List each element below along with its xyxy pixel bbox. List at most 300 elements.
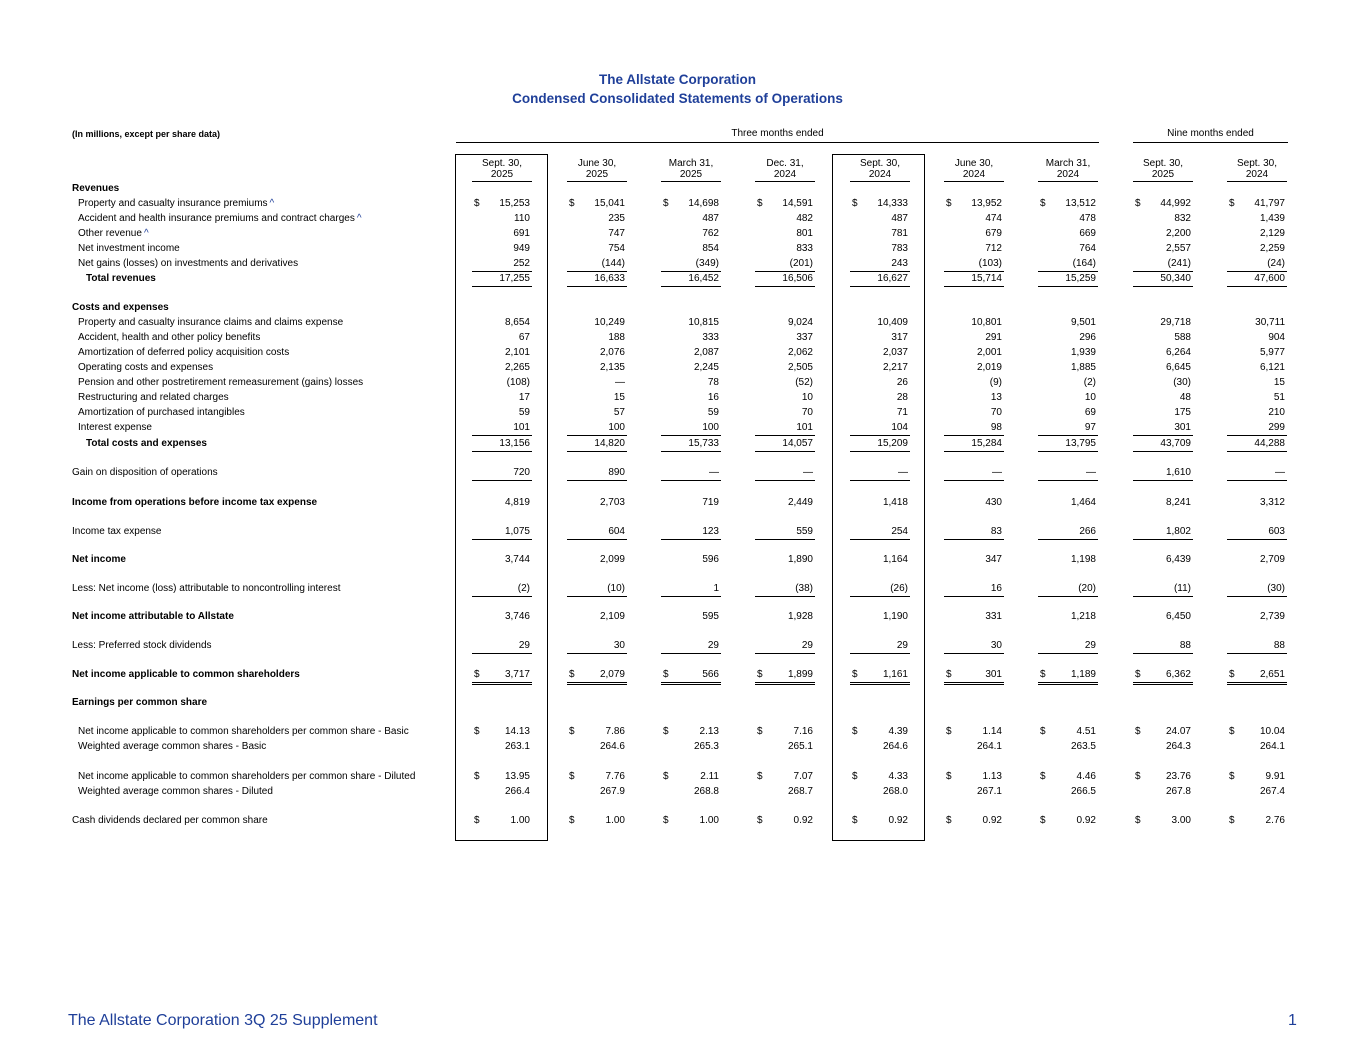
cell-value: 98 — [990, 422, 1002, 433]
cell-value: 2,245 — [693, 362, 719, 373]
value-cell — [567, 525, 627, 540]
value-cell — [567, 725, 627, 739]
value-cell — [944, 257, 1004, 272]
cell-value: 48 — [1179, 392, 1191, 403]
company-title: The Allstate Corporation — [598, 72, 756, 87]
row-label-text: Income tax expense — [72, 526, 162, 537]
cell-value: 2,101 — [504, 347, 530, 358]
value-cell — [850, 639, 910, 654]
value-cell — [567, 770, 627, 784]
value-cell — [755, 406, 815, 420]
value-cell — [472, 668, 532, 685]
cell-value: 57 — [613, 407, 625, 418]
value-cell — [472, 770, 532, 784]
cell-value: (10) — [607, 583, 625, 594]
row-label — [78, 198, 274, 209]
cell-value: 263.5 — [1070, 741, 1096, 752]
value-cell — [1133, 610, 1193, 624]
caret-footnote-marker: ^ — [143, 228, 149, 239]
statement-row — [0, 197, 1365, 212]
cell-value: 210 — [1268, 407, 1285, 418]
statement-row — [0, 553, 1365, 568]
cell-value: 14,698 — [688, 198, 719, 209]
value-cell — [661, 421, 721, 436]
value-cell — [1227, 814, 1287, 828]
caret-footnote-marker: ^ — [356, 213, 362, 224]
value-cell — [567, 257, 627, 272]
cell-value: 333 — [702, 332, 719, 343]
cell-value: 6,362 — [1165, 669, 1191, 680]
cell-value: 44,288 — [1254, 438, 1285, 449]
cell-value: 720 — [513, 467, 530, 478]
value-cell — [944, 553, 1004, 567]
cell-value: (108) — [506, 377, 530, 388]
cell-value: 754 — [608, 243, 625, 254]
cell-value: 175 — [1174, 407, 1191, 418]
value-cell — [1133, 496, 1193, 510]
row-label — [72, 497, 317, 508]
cell-value: 10.04 — [1259, 726, 1285, 737]
column-header-line2: 2024 — [773, 169, 797, 180]
row-label-text: Costs and expenses — [72, 302, 169, 313]
value-cell — [1133, 331, 1193, 345]
cell-value: (2) — [1083, 377, 1096, 388]
value-cell — [661, 346, 721, 360]
cell-value: (164) — [1072, 258, 1096, 269]
value-cell — [1133, 582, 1193, 597]
currency-symbol: $ — [757, 771, 763, 782]
cell-value: 70 — [990, 407, 1002, 418]
cell-value: 596 — [702, 554, 719, 565]
cell-value: 41,797 — [1254, 198, 1285, 209]
footer-supplement-title: The Allstate Corporation 3Q 25 Supplement — [68, 1012, 378, 1029]
value-cell — [850, 316, 910, 330]
value-cell — [755, 272, 815, 287]
value-cell — [755, 361, 815, 375]
value-cell — [944, 525, 1004, 540]
value-cell — [755, 437, 815, 452]
currency-symbol: $ — [1229, 198, 1235, 209]
cell-value: 904 — [1268, 332, 1285, 343]
value-cell — [1038, 437, 1098, 452]
value-cell — [567, 553, 627, 567]
cell-value: 100 — [702, 422, 719, 433]
value-cell — [944, 361, 1004, 375]
value-cell — [661, 406, 721, 420]
statement-row — [0, 740, 1365, 755]
cell-value: 3,717 — [504, 669, 530, 680]
cell-value: 2,037 — [882, 347, 908, 358]
currency-symbol: $ — [946, 726, 952, 737]
cell-value: 15 — [613, 392, 625, 403]
value-cell — [661, 725, 721, 739]
cell-value: 265.3 — [693, 741, 719, 752]
caret-footnote-marker: ^ — [269, 198, 275, 209]
cell-value: — — [709, 467, 719, 478]
value-cell — [472, 316, 532, 330]
cell-value: 719 — [702, 497, 719, 508]
value-cell — [567, 197, 627, 211]
cell-value: 0.92 — [888, 815, 908, 826]
cell-value: 263.1 — [504, 741, 530, 752]
statement-row — [0, 346, 1365, 361]
cell-value: 669 — [1079, 228, 1096, 239]
cell-value: 267.9 — [599, 786, 625, 797]
cell-value: 337 — [796, 332, 813, 343]
statement-row — [0, 725, 1365, 740]
cell-value: 2,703 — [599, 497, 625, 508]
cell-value: 1,464 — [1070, 497, 1096, 508]
row-label-text: Net income applicable to common shareholders per common share - Diluted — [78, 771, 416, 782]
cell-value: — — [615, 377, 625, 388]
row-label — [78, 771, 415, 782]
value-cell — [472, 525, 532, 540]
value-cell — [1038, 466, 1098, 481]
value-cell — [850, 257, 910, 272]
currency-symbol: $ — [1135, 669, 1141, 680]
cell-value: 254 — [891, 526, 908, 537]
currency-symbol: $ — [757, 726, 763, 737]
cell-value: 1,161 — [882, 669, 908, 680]
cell-value: 474 — [985, 213, 1002, 224]
cell-value: 4.46 — [1076, 771, 1096, 782]
cell-value: 1,198 — [1070, 554, 1096, 565]
cell-value: 70 — [801, 407, 813, 418]
cell-value: 1,439 — [1259, 213, 1285, 224]
currency-symbol: $ — [663, 771, 669, 782]
cell-value: 14,057 — [782, 438, 813, 449]
row-label — [86, 438, 207, 449]
row-label-text: Net income attributable to Allstate — [72, 611, 234, 622]
value-cell — [1038, 814, 1098, 828]
value-cell — [1227, 212, 1287, 226]
value-cell — [1133, 553, 1193, 567]
currency-symbol: $ — [1040, 726, 1046, 737]
value-cell — [661, 740, 721, 754]
cell-value: 29 — [1084, 640, 1096, 651]
cell-value: 123 — [702, 526, 719, 537]
value-cell — [944, 391, 1004, 405]
value-cell — [661, 496, 721, 510]
row-label-text: Earnings per common share — [72, 697, 208, 708]
value-cell — [944, 346, 1004, 360]
statement-row — [0, 376, 1365, 391]
cell-value: 29,718 — [1160, 317, 1191, 328]
cell-value: 301 — [985, 669, 1002, 680]
value-cell — [944, 725, 1004, 739]
cell-value: 8,654 — [504, 317, 530, 328]
value-cell — [1038, 668, 1098, 685]
cell-value: 13,795 — [1065, 438, 1096, 449]
value-cell — [661, 785, 721, 799]
cell-value: 264.1 — [976, 741, 1002, 752]
cell-value: 15,284 — [971, 438, 1002, 449]
cell-value: 15,253 — [499, 198, 530, 209]
statement-row — [0, 668, 1365, 683]
cell-value: 833 — [796, 243, 813, 254]
cell-value: (38) — [795, 583, 813, 594]
column-header-line1: March 31, — [668, 158, 714, 169]
cell-value: 69 — [1084, 407, 1096, 418]
cell-value: 10,801 — [971, 317, 1002, 328]
row-label — [72, 554, 126, 565]
value-cell — [567, 466, 627, 481]
cell-value: 44,992 — [1160, 198, 1191, 209]
cell-value: 2,449 — [787, 497, 813, 508]
currency-symbol: $ — [852, 198, 858, 209]
cell-value: 890 — [608, 467, 625, 478]
cell-value: 9.91 — [1265, 771, 1285, 782]
cell-value: 67 — [518, 332, 530, 343]
value-cell — [1133, 361, 1193, 375]
cell-value: 10,249 — [594, 317, 625, 328]
value-cell — [850, 437, 910, 452]
value-cell — [1133, 725, 1193, 739]
value-cell — [850, 668, 910, 685]
cell-value: 268.0 — [882, 786, 908, 797]
value-cell — [1038, 496, 1098, 510]
value-cell — [1227, 346, 1287, 360]
row-label-text: Pension and other postretirement remeasurement (gains) losses — [78, 377, 364, 388]
cell-value: 14,820 — [594, 438, 625, 449]
value-cell — [755, 466, 815, 481]
row-label — [78, 407, 245, 418]
row-label — [78, 786, 273, 797]
cell-value: 801 — [796, 228, 813, 239]
value-cell — [472, 582, 532, 597]
cell-value: — — [1086, 467, 1096, 478]
cell-value: (241) — [1167, 258, 1191, 269]
cell-value: 13,952 — [971, 198, 1002, 209]
value-cell — [1227, 227, 1287, 241]
cell-value: 16 — [707, 392, 719, 403]
cell-value: 252 — [513, 258, 530, 269]
row-label-text: Cash dividends declared per common share — [72, 815, 268, 826]
value-cell — [850, 814, 910, 828]
value-cell — [1227, 553, 1287, 567]
cell-value: 603 — [1268, 526, 1285, 537]
cell-value: 2,739 — [1259, 611, 1285, 622]
cell-value: 266 — [1079, 526, 1096, 537]
value-cell — [850, 406, 910, 420]
row-label — [78, 317, 343, 328]
value-cell — [755, 639, 815, 654]
row-label — [72, 815, 268, 826]
currency-symbol: $ — [663, 198, 669, 209]
value-cell — [755, 316, 815, 330]
value-cell — [850, 496, 910, 510]
value-cell — [567, 212, 627, 226]
value-cell — [472, 785, 532, 799]
value-cell — [944, 639, 1004, 654]
cell-value: 4.39 — [888, 726, 908, 737]
cell-value: 268.7 — [787, 786, 813, 797]
row-label-text: Restructuring and related charges — [78, 392, 229, 403]
value-cell — [755, 496, 815, 510]
value-cell — [661, 639, 721, 654]
value-cell — [1227, 437, 1287, 452]
currency-symbol: $ — [1229, 815, 1235, 826]
cell-value: 6,121 — [1259, 362, 1285, 373]
value-cell — [1038, 582, 1098, 597]
cell-value: 110 — [514, 213, 530, 224]
cell-value: 15,714 — [971, 273, 1002, 284]
cell-value: 4.33 — [888, 771, 908, 782]
cell-value: 15,041 — [594, 198, 625, 209]
cell-value: 88 — [1273, 640, 1285, 651]
value-cell — [1227, 496, 1287, 510]
cell-value: 1.00 — [699, 815, 719, 826]
value-cell — [944, 376, 1004, 390]
row-label — [78, 332, 260, 343]
cell-value: 347 — [985, 554, 1002, 565]
cell-value: 487 — [891, 213, 908, 224]
value-cell — [755, 725, 815, 739]
value-cell — [850, 272, 910, 287]
currency-symbol: $ — [1229, 726, 1235, 737]
value-cell — [944, 496, 1004, 510]
value-cell — [472, 331, 532, 345]
cell-value: 478 — [1079, 213, 1096, 224]
value-cell — [944, 610, 1004, 624]
value-cell — [472, 346, 532, 360]
value-cell — [944, 740, 1004, 754]
value-cell — [1038, 197, 1098, 211]
value-cell — [661, 197, 721, 211]
statement-row — [0, 610, 1365, 625]
value-cell — [1227, 272, 1287, 287]
row-label — [78, 392, 229, 403]
value-cell — [567, 227, 627, 241]
row-label-text: Revenues — [72, 183, 120, 194]
currency-symbol: $ — [474, 815, 480, 826]
statement-row — [0, 272, 1365, 287]
column-header-line2: 2024 — [1056, 169, 1080, 180]
value-cell — [1227, 376, 1287, 390]
cell-value: 30,711 — [1255, 317, 1285, 328]
cell-value: 296 — [1079, 332, 1096, 343]
value-cell — [567, 331, 627, 345]
cell-value: 2,259 — [1259, 243, 1285, 254]
value-cell — [850, 770, 910, 784]
currency-symbol: $ — [1135, 198, 1141, 209]
cell-value: 9,024 — [787, 317, 813, 328]
cell-value: 1.00 — [510, 815, 530, 826]
value-cell — [850, 582, 910, 597]
value-cell — [661, 212, 721, 226]
column-header-line1: June 30, — [954, 158, 994, 169]
value-cell — [661, 361, 721, 375]
cell-value: 1,802 — [1165, 526, 1191, 537]
cell-value: 0.92 — [1076, 815, 1096, 826]
value-cell — [1227, 785, 1287, 799]
value-cell — [472, 391, 532, 405]
currency-symbol: $ — [946, 669, 952, 680]
currency-symbol: $ — [946, 815, 952, 826]
cell-value: 88 — [1179, 640, 1191, 651]
cell-value: 16,627 — [877, 273, 908, 284]
value-cell — [567, 814, 627, 828]
cell-value: 51 — [1273, 392, 1285, 403]
value-cell — [755, 553, 815, 567]
cell-value: 188 — [608, 332, 625, 343]
value-cell — [1133, 272, 1193, 287]
value-cell — [1133, 639, 1193, 654]
value-cell — [755, 376, 815, 390]
cell-value: 6,450 — [1165, 611, 1191, 622]
value-cell — [472, 466, 532, 481]
value-cell — [755, 814, 815, 828]
page-number: 1 — [1288, 1012, 1297, 1029]
value-cell — [1133, 376, 1193, 390]
cell-value: 2,217 — [882, 362, 908, 373]
statement-row — [0, 582, 1365, 597]
value-cell — [567, 437, 627, 452]
cell-value: 2,651 — [1259, 669, 1285, 680]
value-cell — [850, 421, 910, 436]
value-cell — [755, 212, 815, 226]
cell-value: 4,819 — [504, 497, 530, 508]
value-cell — [850, 242, 910, 256]
value-cell — [755, 242, 815, 256]
statement-row — [0, 391, 1365, 406]
value-cell — [850, 346, 910, 360]
value-cell — [1038, 272, 1098, 287]
cell-value: 3,746 — [504, 611, 530, 622]
statement-row — [0, 814, 1365, 829]
cell-value: 2,087 — [693, 347, 719, 358]
currency-symbol: $ — [1135, 815, 1141, 826]
value-cell — [661, 257, 721, 272]
cell-value: 235 — [608, 213, 625, 224]
value-cell — [1038, 740, 1098, 754]
cell-value: 264.3 — [1165, 741, 1191, 752]
value-cell — [850, 740, 910, 754]
cell-value: 10 — [801, 392, 813, 403]
currency-symbol: $ — [474, 669, 480, 680]
cell-value: 2,062 — [787, 347, 813, 358]
value-cell — [472, 740, 532, 754]
value-cell — [472, 406, 532, 420]
value-cell — [661, 391, 721, 405]
statement-row — [0, 421, 1365, 436]
value-cell — [1133, 785, 1193, 799]
cell-value: 6,264 — [1165, 347, 1191, 358]
cell-value: 2,019 — [976, 362, 1002, 373]
cell-value: 2,076 — [599, 347, 625, 358]
value-cell — [1038, 610, 1098, 624]
three-months-group-header: Three months ended — [456, 128, 1099, 143]
value-cell — [944, 212, 1004, 226]
cell-value: (349) — [695, 258, 719, 269]
value-cell — [1133, 242, 1193, 256]
value-cell — [1227, 525, 1287, 540]
value-cell — [661, 242, 721, 256]
cell-value: 595 — [702, 611, 719, 622]
currency-symbol: $ — [1229, 771, 1235, 782]
cell-value: 16 — [990, 583, 1002, 594]
cell-value: 6,645 — [1165, 362, 1191, 373]
cell-value: 1.00 — [605, 815, 625, 826]
cell-value: 1,890 — [787, 554, 813, 565]
cell-value: (201) — [789, 258, 813, 269]
cell-value: 268.8 — [693, 786, 719, 797]
value-cell — [755, 740, 815, 754]
row-label-text: Gain on disposition of operations — [72, 467, 218, 478]
value-cell — [567, 242, 627, 256]
cell-value: 2,709 — [1259, 554, 1285, 565]
row-label-text: Operating costs and expenses — [78, 362, 214, 373]
